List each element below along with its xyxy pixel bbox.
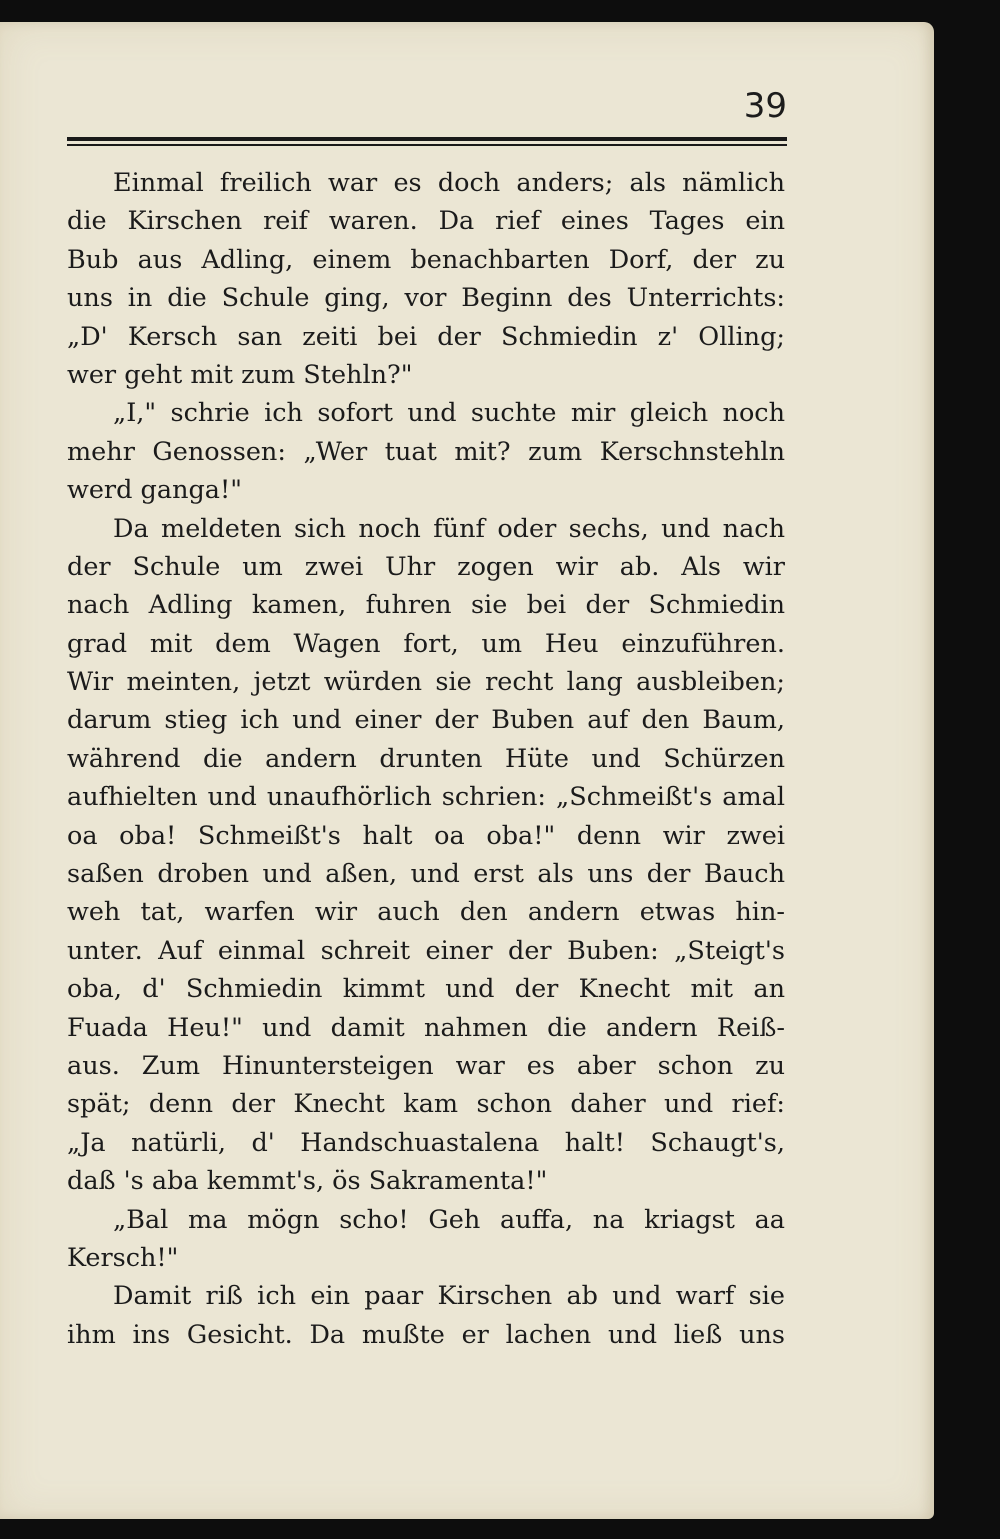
page-number: 39 (743, 86, 787, 126)
text-line: grad mit dem Wagen fort, um Heu einzuführen. (67, 628, 785, 659)
text-line: nach Adling kamen, fuhren sie bei der Schmiedin (67, 590, 785, 621)
text-line: aus. Zum Hinuntersteigen war es aber schon zu (67, 1050, 785, 1081)
text-line: spät; denn der Knecht kam schon daher und rief: (67, 1089, 785, 1120)
text-line: während die andern drunten Hüte und Schürzen (67, 743, 785, 774)
text-line: wer geht mit zum Stehln?" (67, 359, 413, 390)
text-line: aufhielten und unaufhörlich schrien: „Schmeißt's amal (67, 782, 785, 813)
text-line: oba, d' Schmiedin kimmt und der Knecht mit an (67, 974, 785, 1005)
text-line: daß 's aba kemmt's, ös Sakramenta!" (67, 1166, 548, 1197)
header-rule-thick (67, 137, 787, 141)
text-line: mehr Genossen: „Wer tuat mit? zum Kerschnstehln (67, 436, 785, 467)
text-line: „Ja natürli, d' Handschuastalena halt! Schaugt's, (67, 1127, 785, 1158)
text-line: „I," schrie ich sofort und suchte mir gleich noch (113, 398, 785, 429)
text-line: „D' Kersch san zeiti bei der Schmiedin z' Olling; (67, 321, 785, 352)
text-line: oa oba! Schmeißt's halt oa oba!" denn wir zwei (67, 820, 785, 851)
text-line: Damit riß ich ein paar Kirschen ab und warf sie (113, 1281, 785, 1312)
text-line: die Kirschen reif waren. Da rief eines Tages ein (67, 206, 785, 237)
text-line: unter. Auf einmal schreit einer der Buben: „Steigt's (67, 935, 785, 966)
header-rule-thin (67, 144, 787, 146)
text-line: werd ganga!" (67, 475, 242, 506)
text-line: Fuada Heu!" und damit nahmen die andern Reiß- (67, 1012, 785, 1043)
page-header (67, 86, 787, 146)
body-text (67, 164, 785, 1354)
text-line: Wir meinten, jetzt würden sie recht lang ausbleiben; (67, 667, 785, 698)
text-line: ihm ins Gesicht. Da mußte er lachen und ließ uns (67, 1319, 785, 1350)
text-line: weh tat, warfen wir auch den andern etwas hin- (67, 897, 785, 928)
text-line: saßen droben und aßen, und erst als uns der Bauch (67, 859, 785, 890)
text-line: Da meldeten sich noch fünf oder sechs, und nach (113, 513, 785, 544)
text-line: Bub aus Adling, einem benachbarten Dorf, der zu (67, 244, 785, 275)
text-line: „Bal ma mögn scho! Geh auffa, na kriagst aa (113, 1204, 785, 1235)
text-line: uns in die Schule ging, vor Beginn des Unterrichts: (67, 283, 785, 314)
text-line: Kersch!" (67, 1242, 179, 1273)
text-line: der Schule um zwei Uhr zogen wir ab. Als wir (67, 551, 785, 582)
text-line: Einmal freilich war es doch anders; als nämlich (113, 168, 785, 198)
text-line: darum stieg ich und einer der Buben auf den Baum, (67, 705, 785, 736)
